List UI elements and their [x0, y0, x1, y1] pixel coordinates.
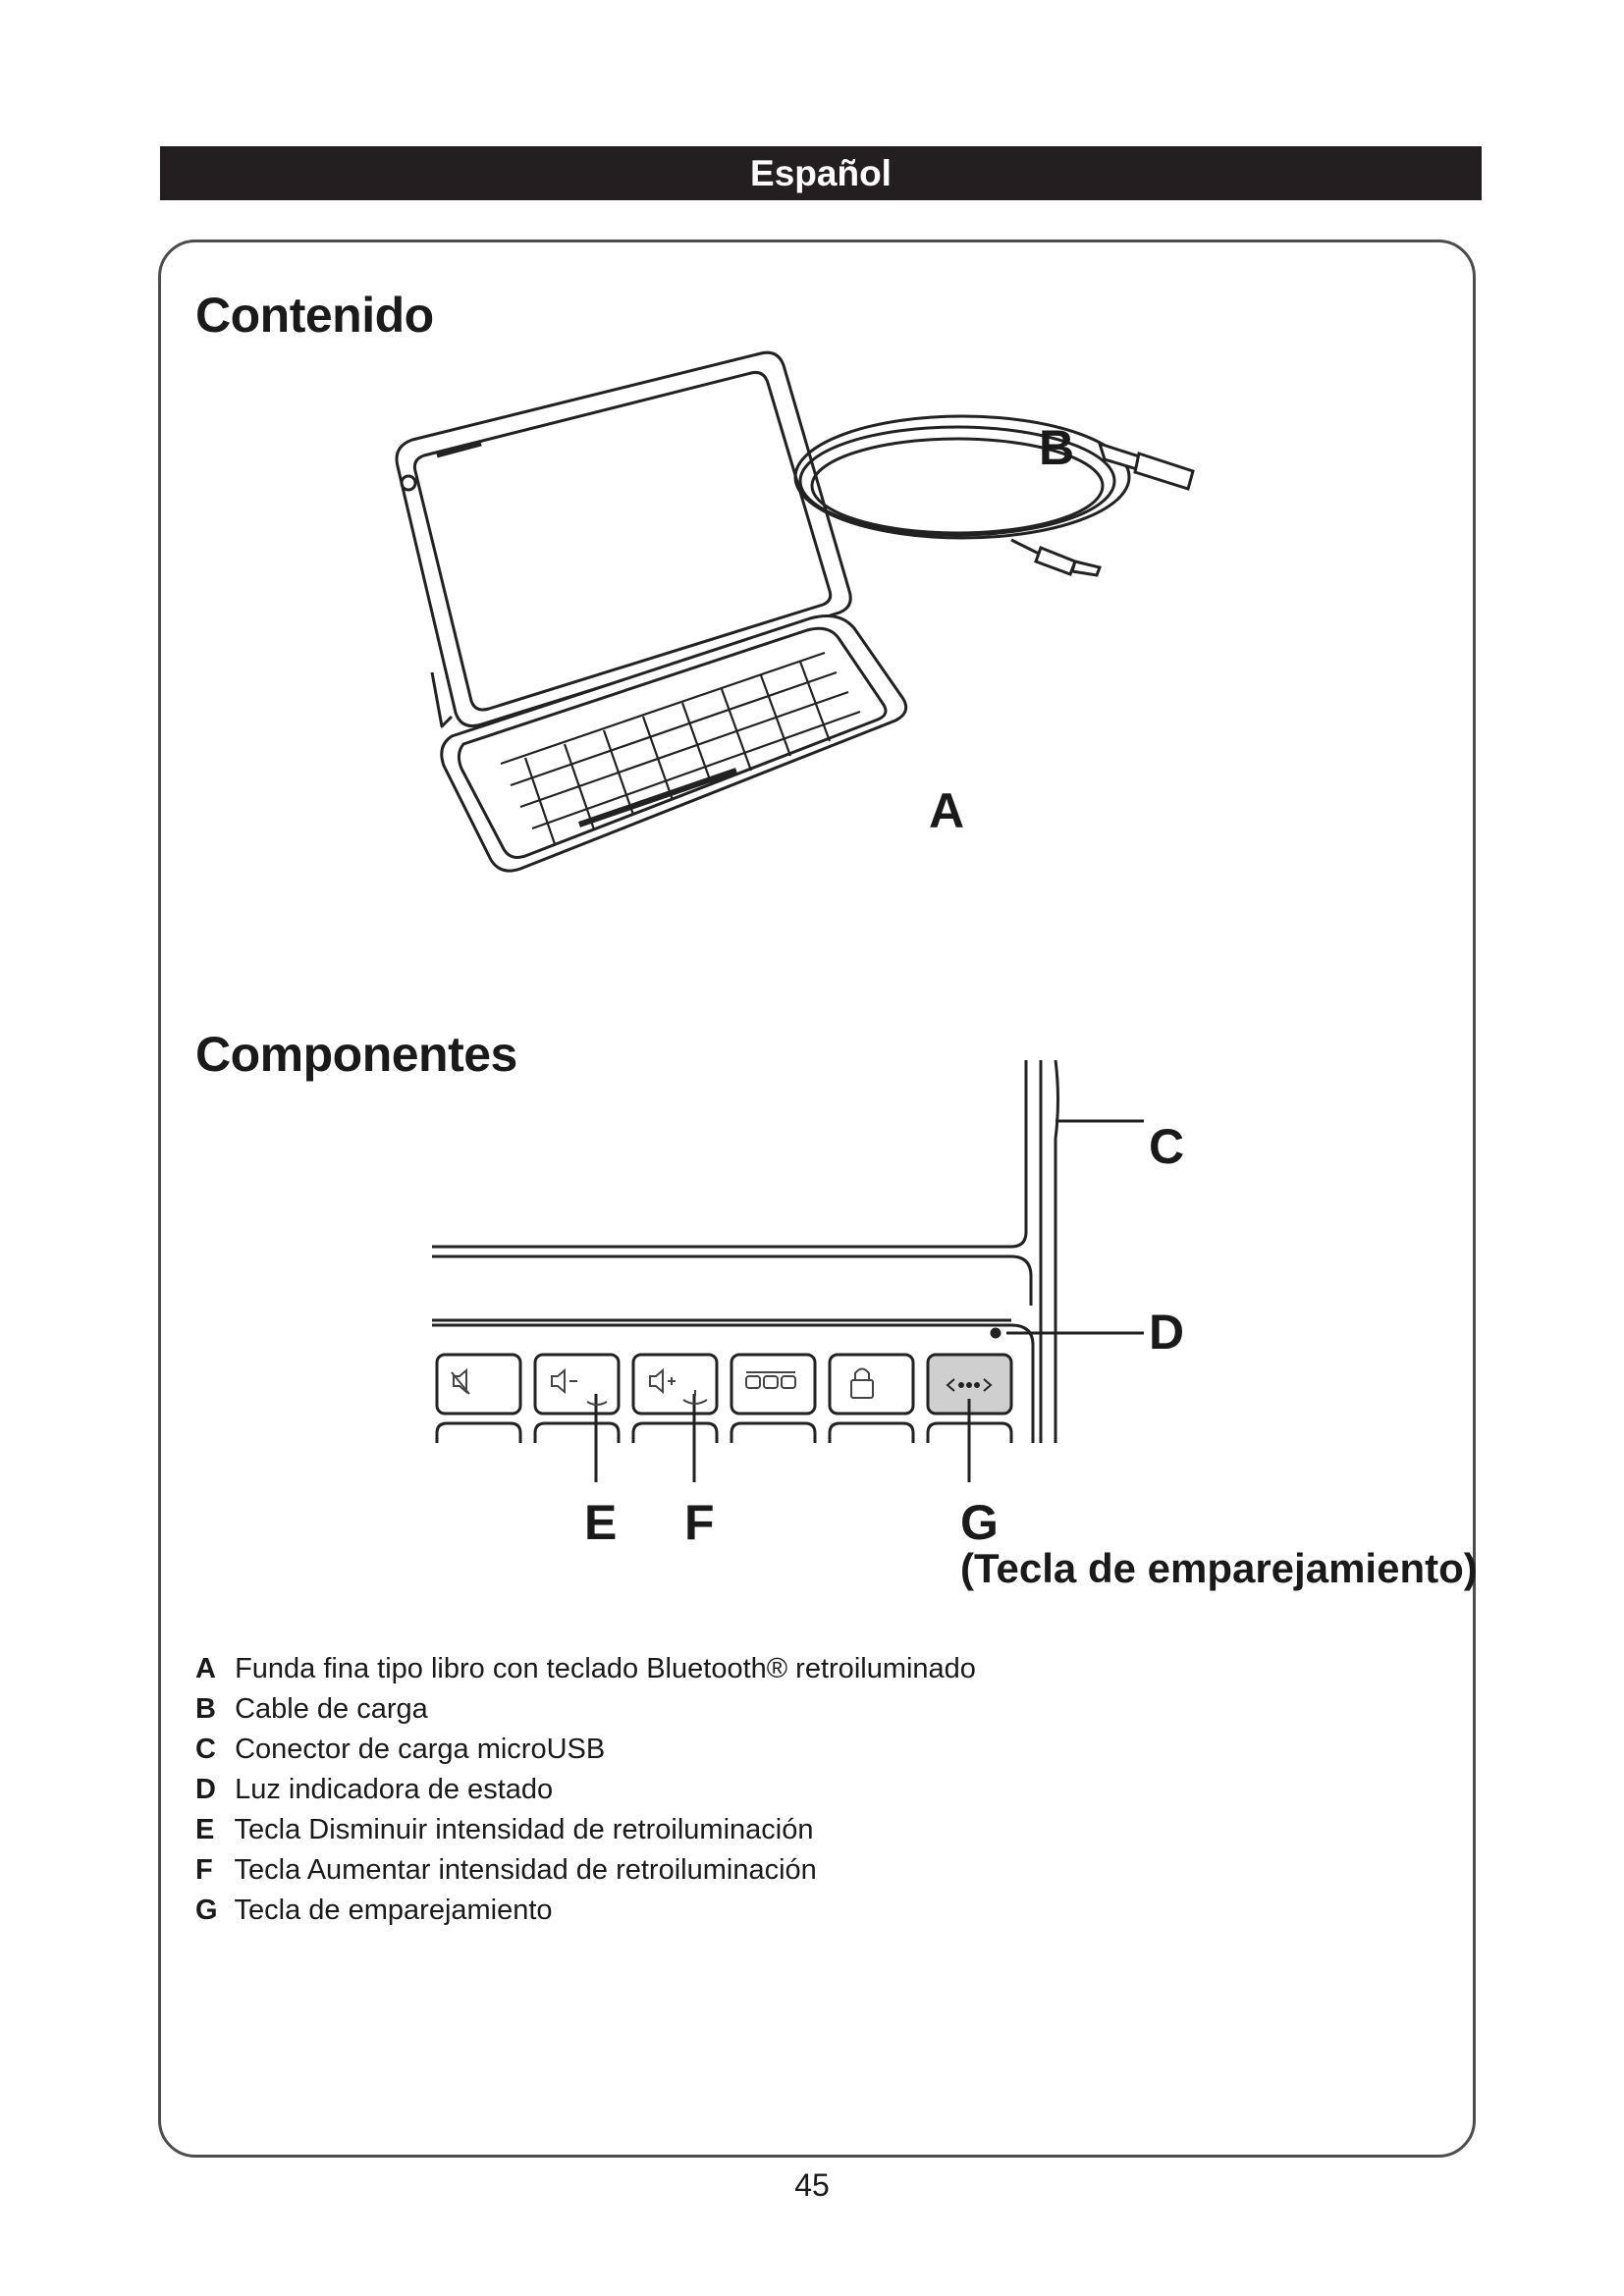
- legend-item: G Tecla de emparejamiento: [195, 1895, 553, 1926]
- callout-b: B: [1039, 420, 1075, 475]
- components-illustration: [412, 1060, 1473, 1590]
- charging-cable-illustration: [795, 416, 1193, 575]
- legend-item: A Funda fina tipo libro con teclado Bluetooth® retroiluminado: [195, 1653, 976, 1684]
- callout-g: G: [960, 1495, 999, 1550]
- legend-item: B Cable de carga: [195, 1693, 428, 1725]
- callout-c: C: [1149, 1119, 1185, 1174]
- multitask-icon: [746, 1372, 795, 1388]
- status-light: [992, 1329, 1000, 1337]
- lock-icon: [851, 1369, 873, 1399]
- callout-d: D: [1149, 1305, 1185, 1360]
- callout-f: F: [684, 1495, 715, 1550]
- page-number: 45: [794, 2167, 830, 2203]
- components-heading: Componentes: [195, 1027, 517, 1082]
- mute-icon: [452, 1370, 469, 1394]
- legend-item: D Luz indicadora de estado: [195, 1774, 554, 1805]
- callout-a: A: [929, 783, 965, 838]
- contents-illustration: [353, 334, 1296, 942]
- contents-heading: Contenido: [195, 288, 434, 343]
- backlight-down-icon: [552, 1370, 607, 1405]
- parts-legend: [195, 1649, 976, 1931]
- legend-item: E Tecla Disminuir intensidad de retroiluminación: [195, 1814, 814, 1845]
- keyboard-case-illustration: [397, 352, 906, 871]
- callout-g-caption: (Tecla de emparejamiento): [960, 1545, 1478, 1591]
- language-header: Español: [160, 146, 1482, 200]
- backlight-up-icon: [650, 1370, 707, 1404]
- legend-item: C Conector de carga microUSB: [195, 1734, 606, 1765]
- legend-item: F Tecla Aumentar intensidad de retroiluminación: [195, 1854, 817, 1886]
- callout-e: E: [584, 1495, 618, 1550]
